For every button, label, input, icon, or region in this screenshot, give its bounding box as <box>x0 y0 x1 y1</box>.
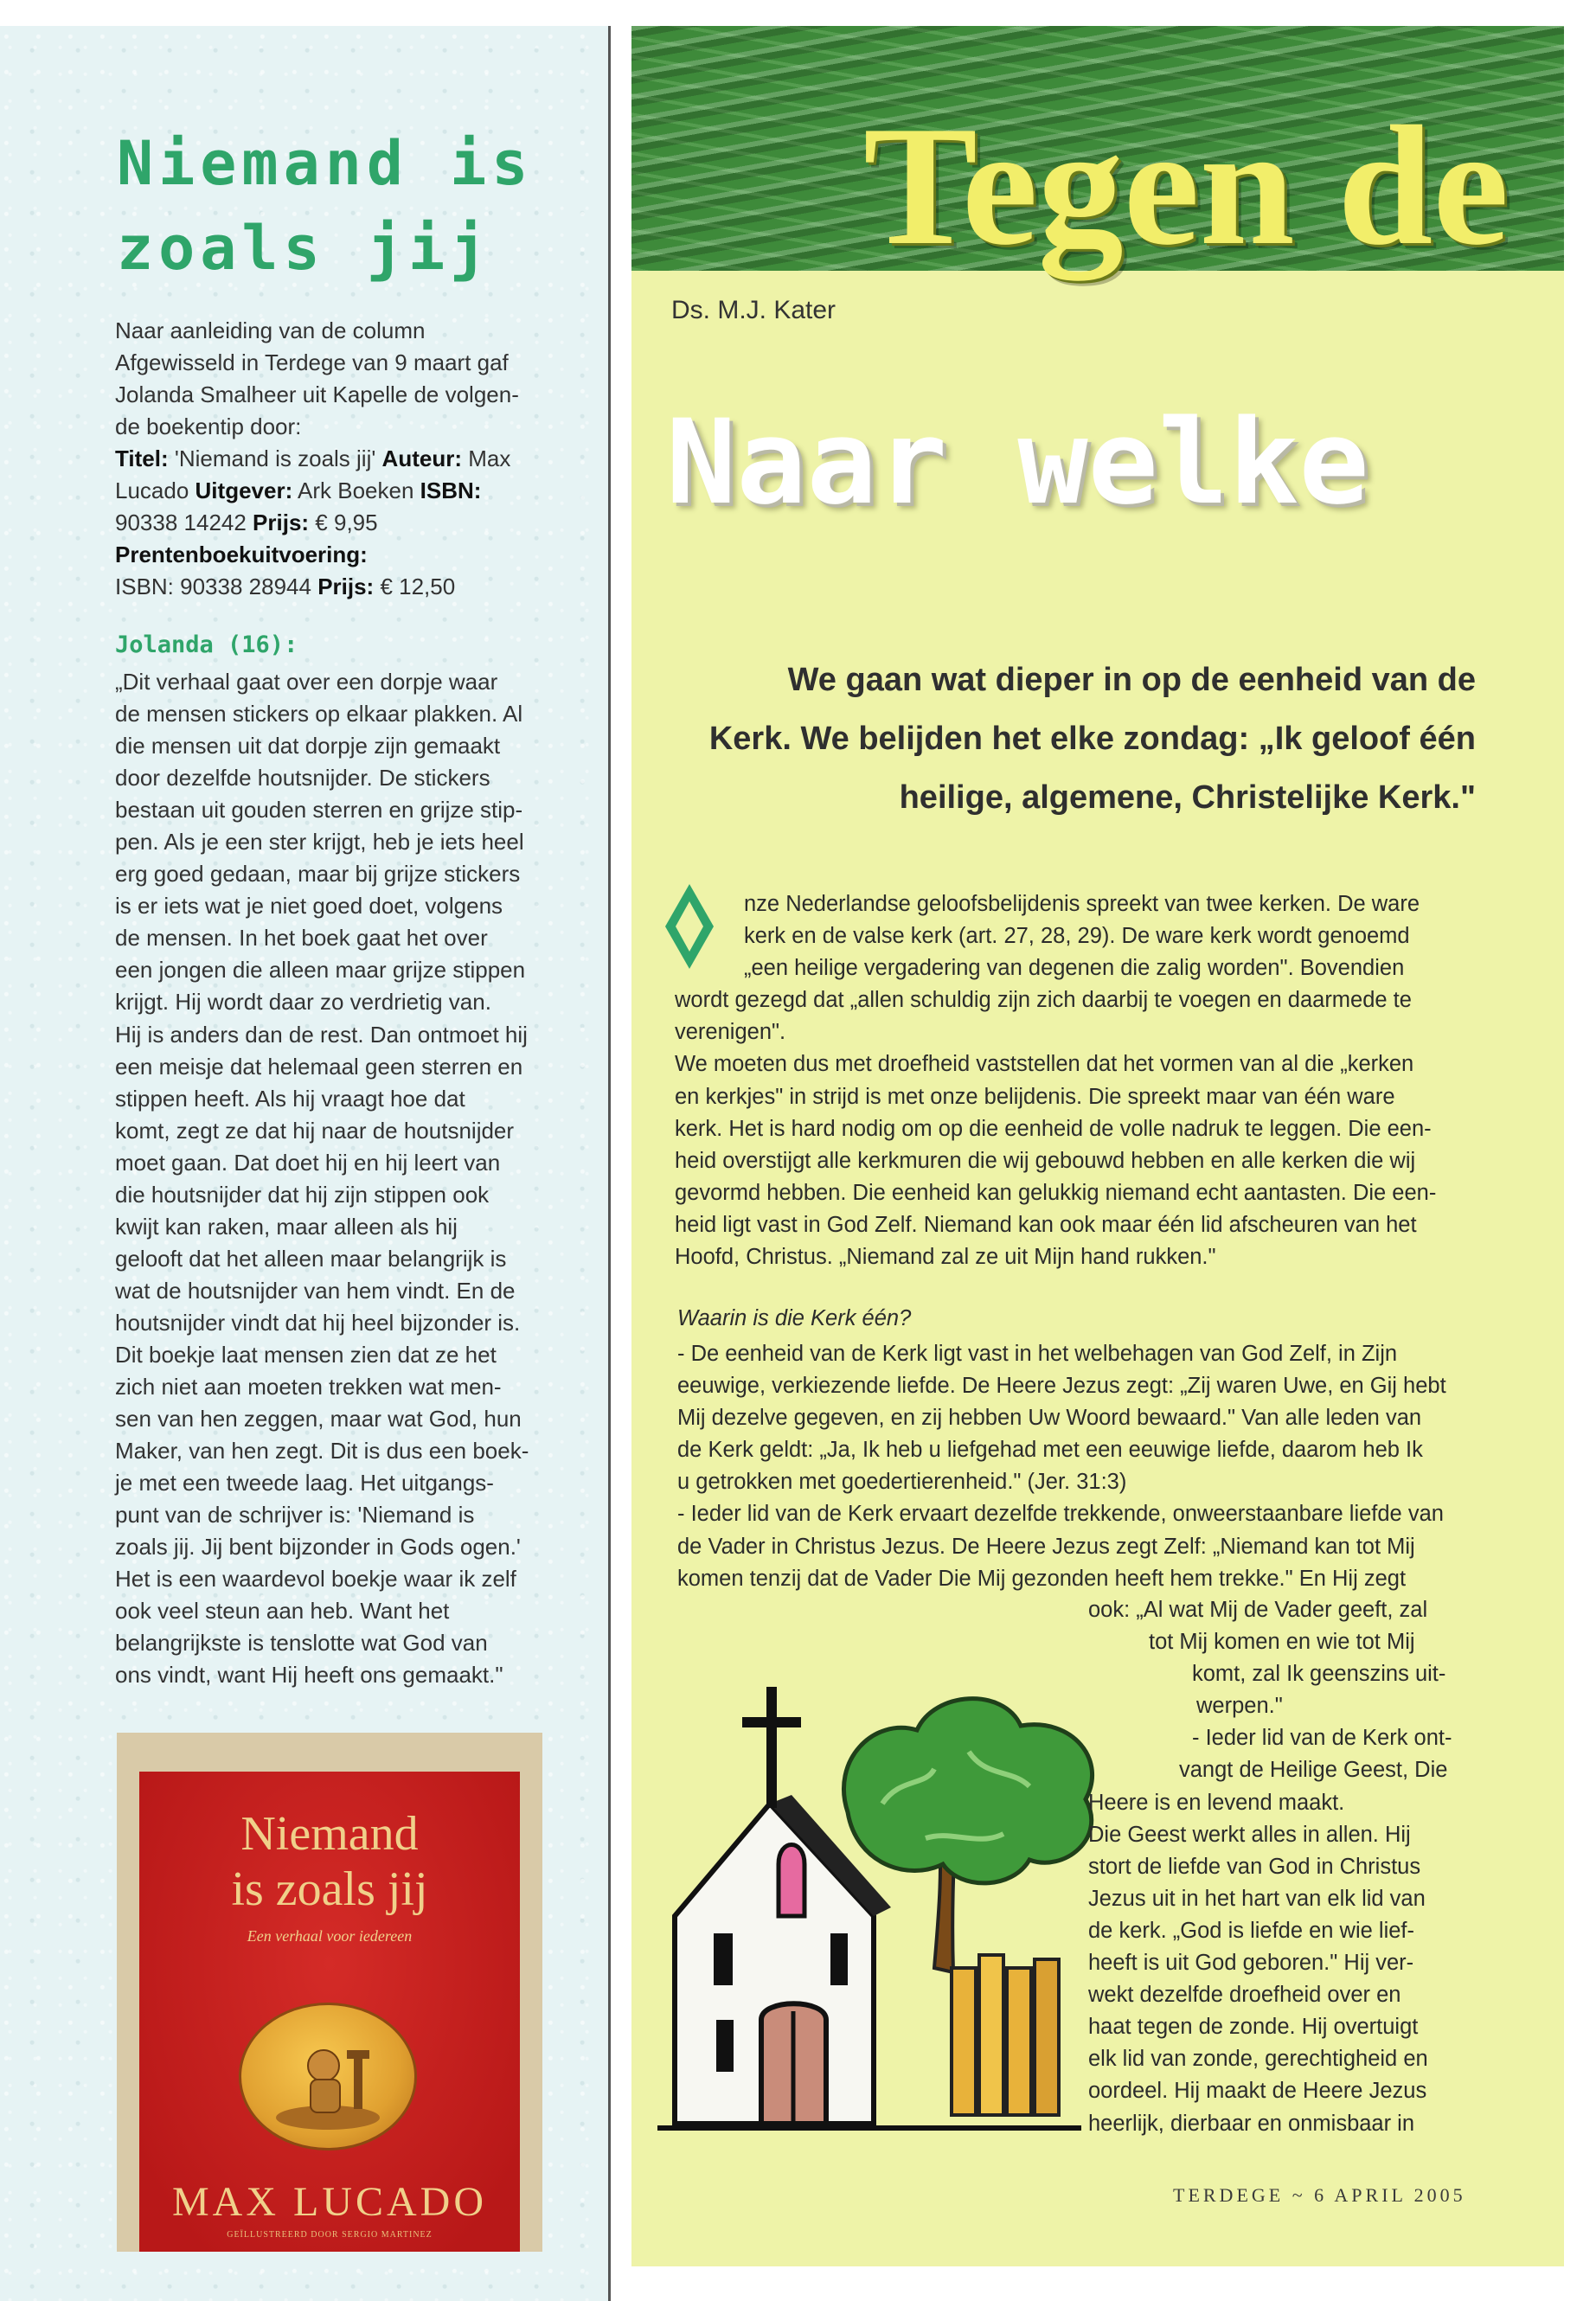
titel-label: Titel: <box>115 445 169 471</box>
review-line: die houtsnijder dat hij zijn stippen ook <box>115 1181 490 1208</box>
body-line: wordt gezegd dat „allen schuldig zijn zich daarbij te voegen en daarmede te <box>675 988 1412 1013</box>
book-cover-title <box>139 1806 520 1917</box>
left-title-line1: Niemand is <box>117 128 534 199</box>
body-line: Heere is en levend maakt. <box>1088 1790 1345 1815</box>
review-line: „Dit verhaal gaat over een dorpje waar <box>115 669 498 695</box>
review-line: Hij is anders dan de rest. Dan ontmoet hij <box>115 1021 528 1048</box>
body-line: heid overstijgt alle kerkmuren die wij gebouwd hebben en alle kerken die wij <box>675 1148 1416 1173</box>
book-tip-intro <box>115 315 565 603</box>
auteur-value: Max <box>461 445 511 471</box>
review-line: Maker, van hen zegt. Dit is dus een boek- <box>115 1438 529 1465</box>
body-line: nze Nederlandse geloofsbelijdenis spreekt van twee kerken. De ware <box>744 892 1420 916</box>
body-line: Hoofd, Christus. „Niemand zal ze uit Mijn hand rukken." <box>675 1245 1216 1270</box>
left-title <box>117 121 533 291</box>
body-line: u getrokken met goedertierenheid." (Jer. 31:3) <box>677 1470 1127 1495</box>
review-line: punt van de schrijver is: 'Niemand is <box>115 1502 475 1529</box>
review-line: een jongen die alleen maar grijze stippen <box>115 957 526 984</box>
prijs-value: € 9,95 <box>309 510 378 535</box>
prijs2-value: € 12,50 <box>374 574 456 599</box>
body-line: en kerkjes" in strijd is met onze belijdenis. Die spreekt maar van één ware <box>675 1084 1395 1109</box>
review-line: de mensen stickers op elkaar plakken. Al <box>115 701 523 727</box>
review-line: erg goed gedaan, maar bij grijze stickers <box>115 861 521 888</box>
review-line: bestaan uit gouden sterren en grijze stip- <box>115 797 523 824</box>
review-heading: Jolanda (16): <box>115 631 298 658</box>
body-line: - Ieder lid van de Kerk ervaart dezelfde trekkende, onweerstaanbare liefde van <box>677 1502 1444 1527</box>
column-divider <box>608 26 611 2301</box>
review-line: Het is een waardevol boekje waar ik zelf <box>115 1566 516 1593</box>
auteur-label: Auteur: <box>381 445 462 471</box>
book-cover <box>117 1733 542 2252</box>
isbn-label: ISBN: <box>420 478 482 503</box>
body-line: oordeel. Hij maakt de Heere Jezus <box>1088 2079 1427 2104</box>
prijs2-label: Prijs: <box>317 574 375 599</box>
body-line: heerlijk, dierbaar en onmisbaar in <box>1088 2111 1415 2136</box>
body-line: stort de liefde van God in Christus <box>1088 1854 1421 1879</box>
article-body-main <box>677 1338 1480 1595</box>
review-line: die mensen uit dat dorpje zijn gemaakt <box>115 733 501 760</box>
body-line: haat tegen de zonde. Hij overtuigt <box>1088 2015 1419 2040</box>
body-line: de Vader in Christus Jezus. De Heere Jezus zegt Zelf: „Niemand kan tot Mij <box>677 1534 1415 1559</box>
body-line: de Kerk geldt: „Ja, Ik heb u liefgehad met een eeuwige liefde, daarom heb Ik <box>677 1438 1423 1463</box>
lead-line: We gaan wat dieper in op de eenheid van de <box>787 662 1476 698</box>
uitgever-label: Uitgever: <box>195 478 293 503</box>
body-line: ook: „Al wat Mij de Vader geeft, zal <box>1088 1598 1428 1622</box>
body-line: werpen." <box>1196 1694 1283 1719</box>
book-title-line2: is zoals jij <box>231 1862 428 1916</box>
review-line: stippen heeft. Als hij vraagt hoe dat <box>115 1085 465 1112</box>
church-illustration <box>640 1657 1125 2145</box>
body-line: gevormd hebben. Die eenheid kan gelukkig niemand echt aantasten. Die een- <box>675 1180 1437 1205</box>
body-line: Mij dezelve gegeven, en zij hebben Uw Woord bewaard." Van alle leden van <box>677 1406 1422 1431</box>
review-line: moet gaan. Dat doet hij en hij leert van <box>115 1149 501 1176</box>
body-line: „een heilige vergadering van degenen die zalig worden". Bovendien <box>744 956 1405 981</box>
banner-title: Tegen de <box>863 91 1509 280</box>
review-line: zich niet aan moeten trekken wat men- <box>115 1374 502 1400</box>
intro-line: de boekentip door: <box>115 413 302 439</box>
review-line: de mensen. In het boek gaat het over <box>115 925 488 952</box>
body-line: kerk. Het is hard nodig om op die eenheid de volle nadruk te leggen. Die een- <box>675 1116 1432 1141</box>
body-line: - Ieder lid van de Kerk ont- <box>1192 1726 1452 1751</box>
article-heading: Naar welke <box>666 394 1369 530</box>
lead-line: Kerk. We belijden het elke zondag: „Ik geloof één <box>708 721 1476 757</box>
body-line: verenigen". <box>675 1020 786 1045</box>
review-line: gelooft dat het alleen maar belangrijk is <box>115 1245 507 1272</box>
body-line: tot Mij komen en wie tot Mij <box>1149 1630 1415 1655</box>
book-cover-author: MAX LUCADO <box>172 2179 487 2225</box>
review-line: wat de houtsnijder van hem vindt. En de <box>115 1277 516 1304</box>
page-footer: TERDEGE ~ 6 APRIL 2005 <box>1173 2184 1466 2206</box>
review-line: ons vindt, want Hij heeft ons gemaakt." <box>115 1662 503 1689</box>
article-author: Ds. M.J. Kater <box>671 296 836 324</box>
intro-line: Jolanda Smalheer uit Kapelle de volgen- <box>115 381 519 407</box>
article-subhead: Waarin is die Kerk één? <box>677 1306 912 1330</box>
article-body-wrap <box>1088 1594 1486 2140</box>
intro-line: Naar aanleiding van de column <box>115 317 426 343</box>
book-cover-subtitle: Een verhaal voor iedereen <box>247 1927 413 1945</box>
article-body-intro <box>675 888 1479 1273</box>
titel-value: 'Niemand is zoals jij' <box>168 445 382 471</box>
isbn-value: 90338 14242 <box>115 510 253 535</box>
body-line: wekt dezelfde droefheid over en <box>1088 1983 1401 2008</box>
auteur-value-cont: Lucado <box>115 478 195 503</box>
book-cover-illustration <box>241 2005 414 2148</box>
body-line: We moeten dus met droefheid vaststellen dat het vormen van al die „kerken <box>675 1052 1414 1077</box>
review-line: zoals jij. Jij bent bijzonder in Gods ogen.' <box>115 1534 521 1561</box>
review-text <box>115 666 556 1692</box>
body-line: komt, zal Ik geenszins uit- <box>1192 1662 1446 1687</box>
body-line: kerk en de valse kerk (art. 27, 28, 29). De ware kerk wordt genoemd <box>744 924 1410 949</box>
prijs-label: Prijs: <box>253 510 310 535</box>
body-line: Jezus uit in het hart van elk lid van <box>1088 1886 1426 1911</box>
body-line: komen tenzij dat de Vader Die Mij gezonden heeft hem trekke." En Hij zegt <box>677 1566 1407 1591</box>
body-line: de kerk. „God is liefde en wie lief- <box>1088 1918 1414 1943</box>
book-title-line1: Niemand <box>240 1807 419 1861</box>
review-line: je met een tweede laag. Het uitgangs- <box>115 1470 494 1497</box>
review-line: houtsnijder vindt dat hij heel bijzonder is. <box>115 1309 521 1336</box>
intro-line: Afgewisseld in Terdege van 9 maart gaf <box>115 349 509 375</box>
review-line: pen. Als je een ster krijgt, heb je iets heel <box>115 829 524 856</box>
prentenboek-label: Prentenboekuitvoering: <box>115 542 368 567</box>
review-line: door dezelfde houtsnijder. De stickers <box>115 765 490 792</box>
review-line: sen van hen zeggen, maar wat God, hun <box>115 1406 522 1433</box>
review-line: Dit boekje laat mensen zien dat ze het <box>115 1341 497 1368</box>
review-line: komt, zegt ze dat hij naar de houtsnijder <box>115 1117 515 1144</box>
wooden-figure-icon <box>241 2005 414 2148</box>
review-line: krijgt. Hij wordt daar zo verdrietig van. <box>115 989 491 1016</box>
book-cover-front <box>139 1772 520 2252</box>
review-line: belangrijkste is tenslotte wat God van <box>115 1630 488 1657</box>
review-line: ook veel steun aan heb. Want het <box>115 1598 450 1625</box>
isbn2-value: ISBN: 90338 28944 <box>115 574 318 599</box>
uitgever-value: Ark Boeken <box>292 478 420 503</box>
review-line: kwijt kan raken, maar alleen als hij <box>115 1213 458 1240</box>
review-line: een meisje dat helemaal geen sterren en <box>115 1053 523 1080</box>
lead-line: heilige, algemene, Christelijke Kerk." <box>899 779 1476 816</box>
review-line: is er iets wat je niet goed doet, volgens <box>115 893 503 920</box>
body-line: elk lid van zonde, gerechtigheid en <box>1088 2047 1428 2072</box>
body-line: heeft is uit God geboren." Hij ver- <box>1088 1951 1414 1976</box>
body-line: heid ligt vast in God Zelf. Niemand kan ook maar één lid afscheuren van het <box>675 1212 1417 1237</box>
body-line: vangt de Heilige Geest, Die <box>1179 1758 1448 1783</box>
body-line: eeuwige, verkiezende liefde. De Heere Jezus zegt: „Zij waren Uwe, en Gij hebt <box>677 1374 1446 1399</box>
article-lead <box>675 651 1476 827</box>
body-line: Die Geest werkt alles in allen. Hij <box>1088 1822 1411 1847</box>
left-title-line2: zoals jij <box>117 213 492 284</box>
book-cover-illustrator: GEÏLLUSTREERD DOOR SERGIO MARTINEZ <box>227 2230 433 2240</box>
body-line: - De eenheid van de Kerk ligt vast in het welbehagen van God Zelf, in Zijn <box>677 1342 1398 1366</box>
